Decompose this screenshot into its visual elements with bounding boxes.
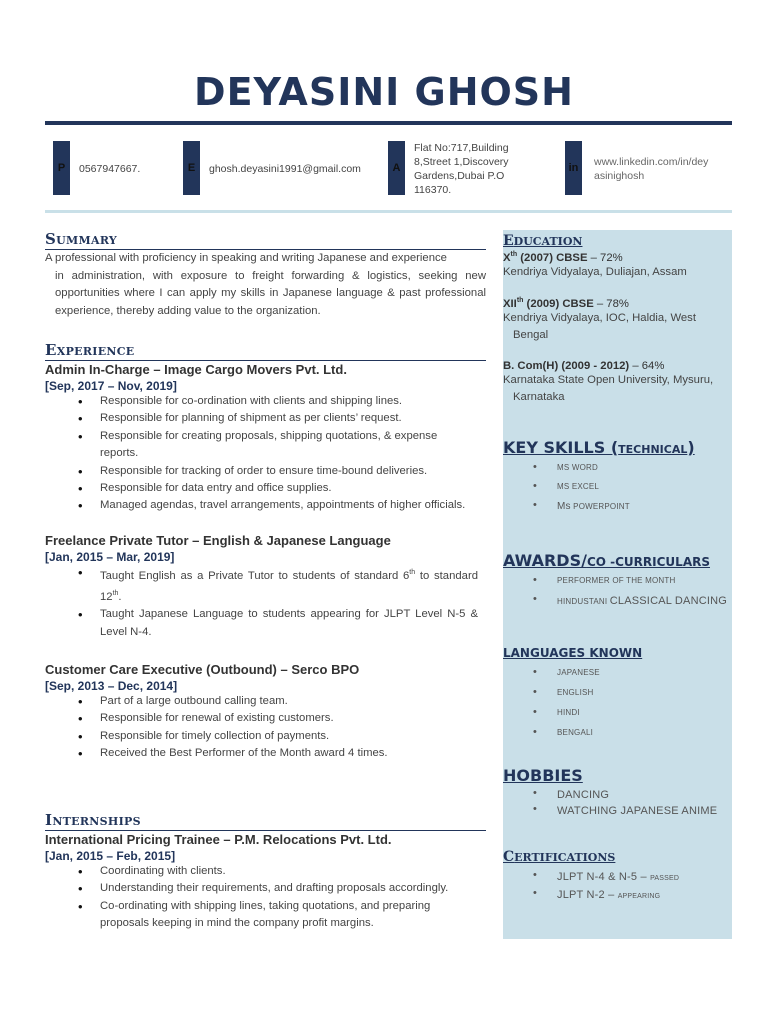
summary-rest: in administration, with exposure to freight forwarding & logistics, seeking new opportunities where I can apply my skills in Japanese language & past professional experience, thereby adding value to the organization. [55, 269, 486, 317]
languages-section [503, 646, 732, 737]
summary-text [45, 250, 486, 320]
awards-list [503, 576, 732, 607]
job-bullets [45, 564, 486, 641]
address-icon: A [388, 141, 405, 195]
job-bullet: • Taught Japanese Language to students appearing for JLPT Level N-5 & Level N-4. [100, 606, 486, 641]
job-bullet: • Coordinating with clients. [100, 863, 486, 880]
job-bullet: • Responsible for co-ordination with clients and shipping lines. [100, 393, 486, 410]
hobbies-section [503, 766, 732, 817]
job-bullet: • Received the Best Performer of the Month award 4 times. [100, 745, 486, 762]
education-degree: XIIth (2009) CBSE – 78% [503, 296, 629, 310]
language-item: • BENGALI [557, 728, 732, 737]
skill-item: • Ms POWERPOINT [557, 501, 732, 512]
experience-heading: EXPERIENCE [45, 341, 486, 361]
education-item [503, 251, 732, 281]
language-item: • HINDI [557, 708, 732, 717]
job-date: [Sep, 2017 – Nov, 2019] [45, 379, 177, 393]
phone-number: 0567947667. [79, 163, 141, 175]
awards-section [503, 551, 732, 607]
linkedin-line: asinighosh [594, 170, 645, 182]
education-school-cont: Bengal [513, 328, 549, 341]
certification-item: • JLPT N-4 & N-5 – PASSED [557, 871, 732, 883]
education-heading: EDUCATION [503, 233, 583, 249]
job-title: International Pricing Trainee – P.M. Relocations Pvt. Ltd. [45, 832, 392, 847]
education-item [503, 297, 732, 344]
language-item: • ENGLISH [557, 688, 732, 697]
address-line: 116370. [414, 184, 452, 196]
internships-heading: INTERNSHIPS [45, 811, 486, 831]
experience-section [45, 341, 486, 763]
award-item: • PERFORMER OF THE MONTH [557, 576, 732, 585]
job-bullet: • Responsible for renewal of existing customers. [100, 710, 486, 727]
certifications-section [503, 849, 732, 901]
sidebar [503, 230, 732, 939]
languages-heading: LANGUAGES KNOWN [503, 646, 643, 660]
address [414, 141, 509, 197]
job-entry [45, 533, 486, 641]
key-skills-section [503, 438, 732, 512]
job-title: Customer Care Executive (Outbound) – Serco BPO [45, 662, 360, 677]
skill-item: • MS EXCEL [557, 482, 732, 491]
job-bullet: • Understanding their requirements, and drafting proposals accordingly. [100, 880, 486, 897]
job-entry [45, 832, 486, 933]
summary-heading: SUMMARY [45, 230, 486, 250]
candidate-name: DEYASINI GHOSH [194, 70, 574, 114]
address-line: Flat No:717,Building [414, 142, 509, 154]
job-date: [Jan, 2015 – Feb, 2015] [45, 849, 176, 863]
address-line: Gardens,Dubai P.O [414, 170, 505, 182]
job-bullet: • Taught English as a Private Tutor to students of standard 6th to standard 12th. [100, 564, 486, 606]
key-skills-heading: KEY SKILLS (TECHNICAL) [503, 438, 695, 457]
job-bullet: • Responsible for planning of shipment as per clients’ request. [100, 410, 486, 427]
header-divider [45, 210, 732, 213]
job-bullets [45, 693, 486, 763]
hobbies-list [503, 789, 732, 817]
linkedin-line: www.linkedin.com/in/dey [594, 156, 709, 168]
education-school-cont: Karnataka [513, 390, 565, 403]
skill-item: • MS WORD [557, 463, 732, 472]
award-item: • HINDUSTANI CLASSICAL DANCING [557, 595, 732, 607]
certifications-list [503, 871, 732, 901]
certifications-heading: CERTIFICATIONS [503, 849, 616, 865]
summary-section [45, 230, 486, 320]
languages-list [503, 668, 732, 737]
education-item [503, 360, 732, 406]
job-bullets [45, 863, 486, 933]
language-item: • JAPANESE [557, 668, 732, 677]
education-school: Karnataka State Open University, Mysuru, [503, 373, 714, 386]
job-bullets [45, 393, 486, 515]
job-bullet: • Responsible for tracking of order to ensure time-bound deliveries. [100, 463, 486, 480]
job-title: Freelance Private Tutor – English & Japanese Language [45, 532, 391, 548]
email-address[interactable]: ghosh.deyasini1991@gmail.com [209, 163, 361, 175]
education-section [503, 233, 732, 406]
job-date: [Jan, 2015 – Mar, 2019] [45, 549, 175, 564]
job-bullet: • Responsible for timely collection of payments. [100, 728, 486, 745]
education-degree: Xth (2007) CBSE – 72% [503, 251, 623, 264]
summary-line-1: A professional with proficiency in speaking and writing Japanese and experience [45, 252, 447, 264]
awards-heading: AWARDS/CO -CURRICULARS [503, 551, 710, 570]
education-school: Kendriya Vidyalaya, Duliajan, Assam [503, 265, 687, 278]
job-bullet: • Responsible for data entry and office supplies. [100, 480, 486, 497]
hobby-item: • DANCING [557, 789, 732, 801]
job-date: [Sep, 2013 – Dec, 2014] [45, 679, 178, 693]
internships-section [45, 811, 486, 933]
certification-item: • JLPT N-2 – APPEARING [557, 889, 732, 901]
job-title: Admin In-Charge – Image Cargo Movers Pvt. Ltd. [45, 362, 347, 377]
linkedin-link[interactable] [594, 155, 708, 183]
job-entry [45, 662, 486, 763]
linkedin-icon: in [565, 141, 582, 195]
email-icon: E [183, 141, 200, 195]
job-bullet: • Co-ordinating with shipping lines, taking quotations, and preparing proposals keeping in mind the company profit margins. [100, 898, 486, 933]
job-entry [45, 362, 486, 515]
hobbies-heading: HOBBIES [503, 766, 583, 785]
job-bullet: • Managed agendas, travel arrangements, appointments of higher officials. [100, 497, 486, 514]
phone-icon: P [53, 141, 70, 195]
job-bullet: • Part of a large outbound calling team. [100, 693, 486, 710]
address-line: 8,Street 1,Discovery [414, 156, 509, 168]
header-rule [45, 121, 732, 125]
education-degree: B. Com(H) (2009 - 2012) – 64% [503, 359, 665, 372]
education-school: Kendriya Vidyalaya, IOC, Haldia, West [503, 311, 696, 324]
key-skills-list [503, 463, 732, 512]
job-bullet: • Responsible for creating proposals, shipping quotations, & expense reports. [100, 428, 486, 463]
hobby-item: • WATCHING JAPANESE ANIME [557, 805, 732, 817]
